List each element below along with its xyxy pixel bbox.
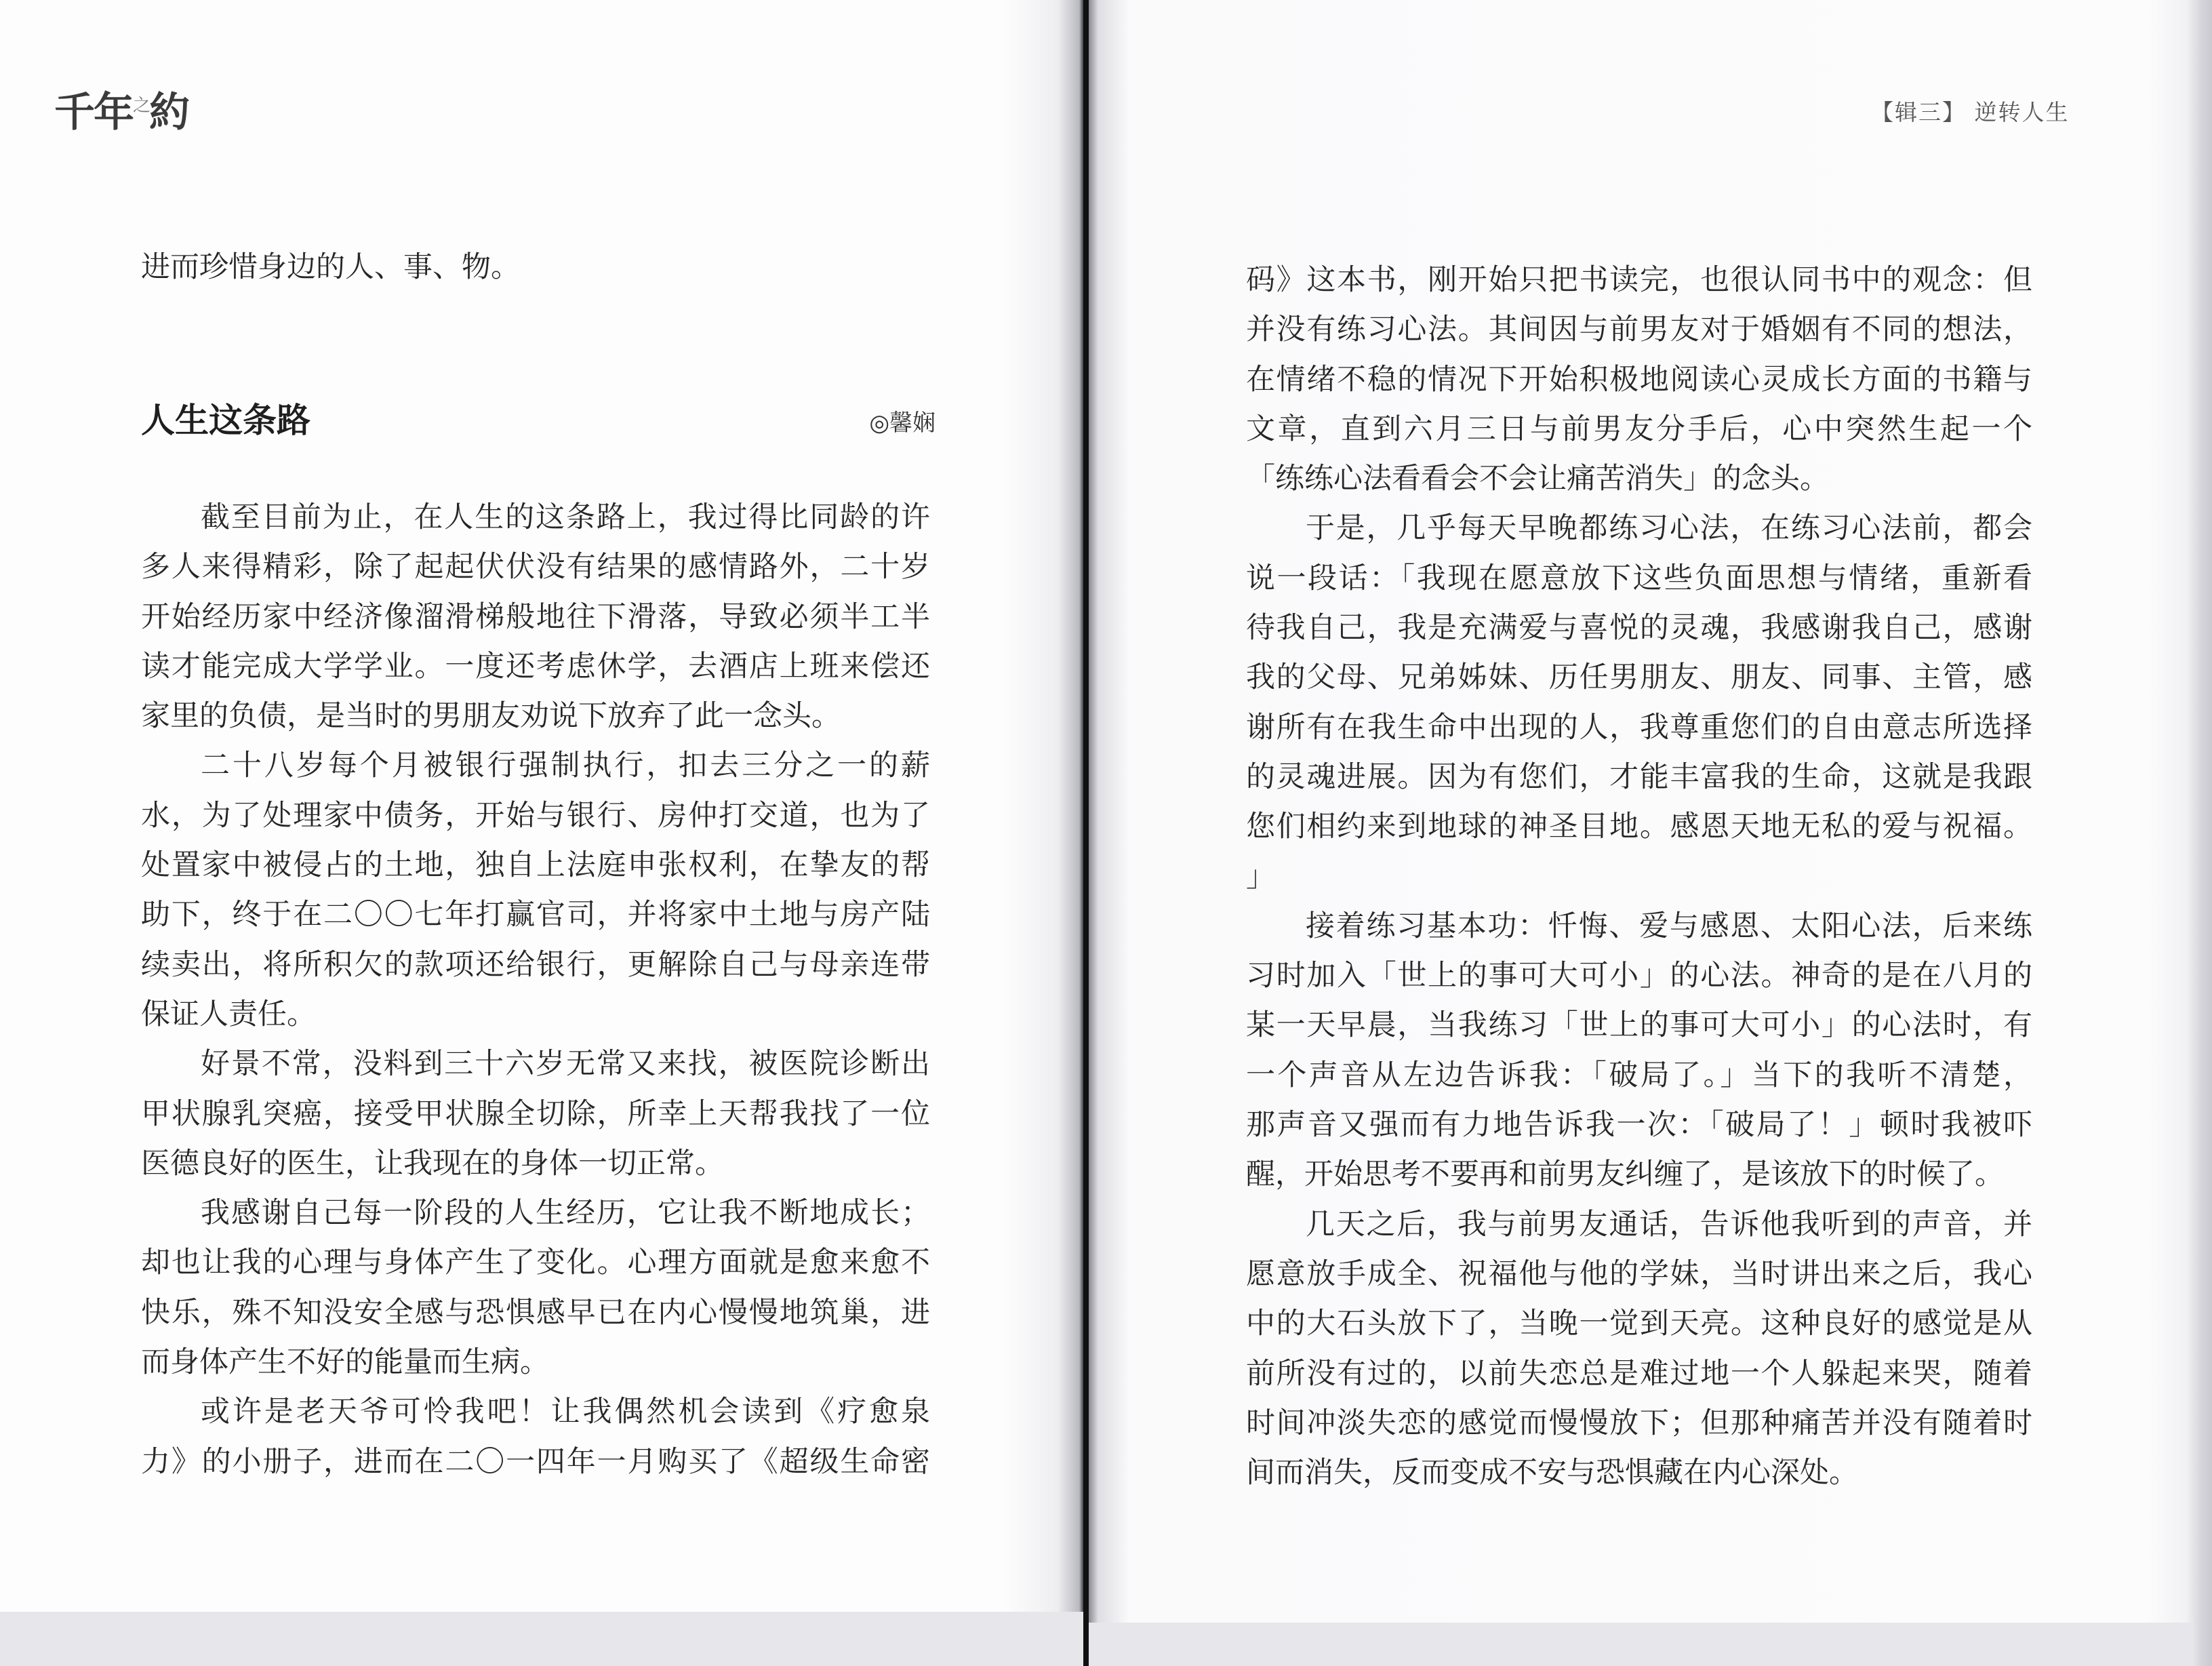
text-line: 助下，终于在二〇〇七年打赢官司，并将家中土地与房产陆 <box>141 898 930 932</box>
text-line: 那声音又强而有力地告诉我一次：「破局了！」顿时我被吓 <box>1246 1108 2032 1143</box>
text-line: 进而珍惜身边的人、事、物。 <box>141 250 520 284</box>
text-line: 保证人责任。 <box>141 997 316 1031</box>
paragraph <box>1246 1200 2032 1499</box>
text-line: 间而消失，反而变成不安与恐惧藏在内心深处。 <box>1246 1456 1858 1490</box>
text-line: 我的父母、兄弟姊妹、历任男朋友、朋友、同事、主管，感 <box>1246 660 2032 695</box>
page-bottom-edge <box>1089 1623 2194 1666</box>
paragraph <box>1246 256 2032 504</box>
left-page <box>0 0 1085 1666</box>
text-line: 二十八岁每个月被银行强制执行，扣去三分之一的薪 <box>201 749 930 783</box>
text-line: 截至目前为止，在人生的这条路上，我过得比同龄的许 <box>201 500 930 534</box>
text-line: 您们相约来到地球的神圣目地。感恩天地无私的爱与祝福。 <box>1246 810 2032 844</box>
text-line: 待我自己，我是充满爱与喜悦的灵魂，我感谢我自己，感谢 <box>1246 611 2032 646</box>
text-line: 前所没有过的，以前失恋总是难过地一个人躲起来哭，随着 <box>1246 1356 2032 1391</box>
text-line: 某一天早晨，当我练习「世上的事可大可小」的心法时，有 <box>1246 1008 2032 1043</box>
text-line: 读才能完成大学学业。一度还考虑休学，去酒店上班来偿还 <box>141 649 930 683</box>
text-line: 几天之后，我与前男友通话，告诉他我听到的声音，并 <box>1306 1207 2032 1242</box>
paragraph <box>141 493 930 741</box>
text-line: 一个声音从左边告诉我：「破局了。」当下的我听不清楚， <box>1246 1058 2032 1092</box>
article-author: ◎馨娴 <box>869 410 936 437</box>
running-head: 【辑三】 逆转人生 <box>1871 99 2070 125</box>
text-line: 甲状腺乳突癌，接受甲状腺全切除，所幸上天帮我找了一位 <box>141 1096 930 1131</box>
text-line: 习时加入「世上的事可大可小」的心法。神奇的是在八月的 <box>1246 959 2032 993</box>
text-line: 时间冲淡失恋的感觉而慢慢放下；但那种痛苦并没有随着时 <box>1246 1406 2032 1440</box>
text-line: 我感谢自己每一阶段的人生经历，它让我不断地成长； <box>201 1196 930 1231</box>
paragraph <box>141 1039 930 1189</box>
text-line: 水，为了处理家中债务，开始与银行、房仲打交道，也为了 <box>141 798 930 833</box>
text-line: 处置家中被侵占的土地，独自上法庭申张权利，在挚友的帮 <box>141 848 930 883</box>
left-body-text <box>141 493 930 1487</box>
paragraph <box>1246 902 2032 1200</box>
text-line: 多人来得精彩，除了起起伏伏没有结果的感情路外，二十岁 <box>141 550 930 584</box>
text-line: 快乐，殊不知没安全感与恐惧感早已在内心慢慢地筑巢，进 <box>141 1295 930 1330</box>
paragraph <box>141 741 930 1039</box>
text-line: 续卖出，将所积欠的款项还给银行，更解除自己与母亲连带 <box>141 947 930 982</box>
text-line: 家里的负债，是当时的男朋友劝说下放弃了此一念头。 <box>141 699 841 734</box>
text-line: 谢所有在我生命中出现的人，我尊重您们的自由意志所选择 <box>1246 710 2032 745</box>
text-line: 文章，直到六月三日与前男友分手后，心中突然生起一个 <box>1246 412 2032 446</box>
text-line: 的灵魂进展。因为有您们，才能丰富我的生命，这就是我跟 <box>1246 759 2032 794</box>
text-line: 码》这本书，刚开始只把书读完，也很认同书中的观念：但 <box>1246 263 2032 297</box>
text-line: 说一段话：「我现在愿意放下这些负面思想与情绪，重新看 <box>1246 561 2032 595</box>
paragraph <box>141 1387 930 1487</box>
text-line: 中的大石头放下了，当晚一觉到天亮。这种良好的感觉是从 <box>1246 1307 2032 1341</box>
article-title: 人生这条路 <box>141 401 310 440</box>
page-bottom-edge <box>0 1612 1083 1666</box>
text-line: 开始经历家中经济像溜滑梯般地往下滑落，导致必须半工半 <box>141 599 930 634</box>
text-line: 「练练心法看看会不会让痛苦消失」的念头。 <box>1246 462 1829 496</box>
paragraph <box>141 1189 930 1387</box>
logo-small-text: 之 <box>133 96 150 116</box>
text-line: 并没有练习心法。其间因与前男友对于婚姻有不同的想法， <box>1246 313 2032 347</box>
text-line: 接着练习基本功：忏悔、爱与感恩、太阳心法，后来练 <box>1306 909 2032 943</box>
logo-end-text: 約 <box>149 89 189 136</box>
text-line: 医德良好的医生，让我现在的身体一切正常。 <box>141 1146 724 1181</box>
text-line: 却也让我的心理与身体产生了变化。心理方面就是愈来愈不 <box>141 1246 930 1280</box>
paragraph <box>1246 504 2032 901</box>
text-line: 力》的小册子，进而在二〇一四年一月购买了《超级生命密 <box>141 1444 930 1479</box>
continuation-text <box>141 243 930 292</box>
text-line: 」 <box>1246 859 1275 894</box>
text-line: 于是，几乎每天早晚都练习心法，在练习心法前，都会 <box>1306 511 2032 546</box>
text-line: 好景不常，没料到三十六岁无常又来找，被医院诊断出 <box>201 1047 930 1082</box>
text-line: 而身体产生不好的能量而生病。 <box>141 1345 549 1380</box>
book-title-logo <box>54 80 188 138</box>
right-body-text <box>1246 256 2032 1498</box>
logo-main-text: 千年 <box>54 89 133 136</box>
text-line: 或许是老天爷可怜我吧！让我偶然机会读到《疗愈泉 <box>201 1395 930 1429</box>
text-line: 醒，开始思考不要再和前男友纠缠了，是该放下的时候了。 <box>1246 1157 2004 1192</box>
text-line: 愿意放手成全、祝福他与他的学妹，当时讲出来之后，我心 <box>1246 1256 2032 1291</box>
text-line: 在情绪不稳的情况下开始积极地阅读心灵成长方面的书籍与 <box>1246 362 2032 397</box>
